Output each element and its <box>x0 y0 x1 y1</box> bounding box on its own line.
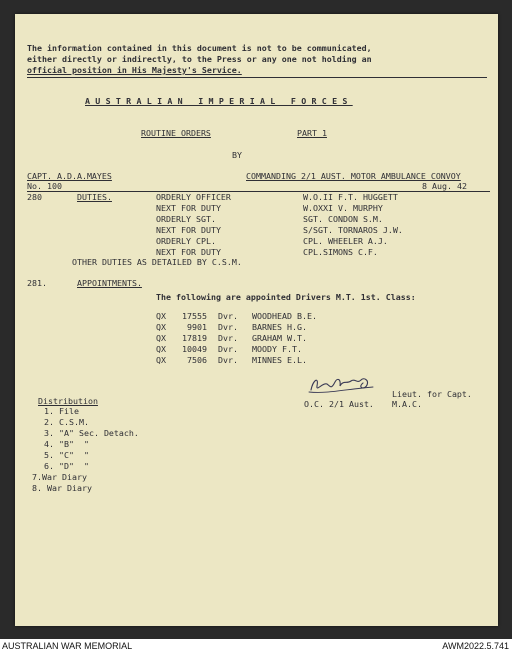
doc-title: AUSTRALIAN IMPERIAL FORCES <box>85 96 353 106</box>
driver-rank: Dvr. <box>218 344 238 354</box>
notice-line-1: The information contained in this document is not to be communicated, <box>27 43 372 53</box>
distribution-item: 7.War Diary <box>32 472 87 482</box>
distribution-item: 3. "A" Sec. Detach. <box>44 428 139 438</box>
order-number: No. 100 <box>27 181 62 191</box>
driver-name: MINNES E.L. <box>252 355 307 365</box>
duty-role: NEXT FOR DUTY <box>156 225 221 235</box>
distribution-item: 8. War Diary <box>32 483 92 493</box>
appointments-intro: The following are appointed Drivers M.T. 1st. Class: <box>156 292 416 302</box>
driver-prefix: QX <box>156 344 166 354</box>
document-page <box>15 14 498 626</box>
driver-name: WOODHEAD B.E. <box>252 311 317 321</box>
notice-line-2: either directly or indirectly, to the Press or any one not holding an <box>27 54 372 64</box>
footer-source: AUSTRALIAN WAR MEMORIAL <box>2 641 133 651</box>
footer-accession: AWM2022.5.741 <box>442 641 509 651</box>
driver-rank: Dvr. <box>218 311 238 321</box>
duties-label: DUTIES. <box>77 192 112 202</box>
driver-prefix: QX <box>156 311 166 321</box>
handwritten-signature <box>307 372 377 396</box>
by-label: BY <box>232 150 242 160</box>
driver-number: 17555 <box>182 311 207 321</box>
driver-prefix: QX <box>156 322 166 332</box>
duty-name: CPL. WHEELER A.J. <box>303 236 388 246</box>
driver-number: 17819 <box>182 333 207 343</box>
duty-name: CPL.SIMONS C.F. <box>303 247 378 257</box>
duty-role: ORDERLY CPL. <box>156 236 216 246</box>
duty-role: ORDERLY OFFICER <box>156 192 231 202</box>
driver-rank: Dvr. <box>218 355 238 365</box>
driver-rank: Dvr. <box>218 333 238 343</box>
driver-name: MOODY F.T. <box>252 344 302 354</box>
duty-name: W.O.II F.T. HUGGETT <box>303 192 398 202</box>
other-duties-line: OTHER DUTIES AS DETAILED BY C.S.M. <box>72 257 242 267</box>
driver-number: 10049 <box>182 344 207 354</box>
duty-name: S/SGT. TORNAROS J.W. <box>303 225 403 235</box>
duties-number: 280 <box>27 192 42 202</box>
driver-prefix: QX <box>156 355 166 365</box>
distribution-item: 4. "B" " <box>44 439 89 449</box>
archive-footer <box>0 639 512 653</box>
driver-name: GRAHAM W.T. <box>252 333 307 343</box>
signature-unit-abbrev: M.A.C. <box>392 399 422 409</box>
appointments-label: APPOINTMENTS. <box>77 278 142 288</box>
distribution-item: 1. File <box>44 406 79 416</box>
duty-name: SGT. CONDON S.M. <box>303 214 383 224</box>
notice-rule <box>27 77 487 78</box>
part-label: PART 1 <box>297 128 327 138</box>
routine-orders-label: ROUTINE ORDERS <box>141 128 211 138</box>
duty-role: ORDERLY SGT. <box>156 214 216 224</box>
distribution-item: 5. "C" " <box>44 450 89 460</box>
command-line: COMMANDING 2/1 AUST. MOTOR AMBULANCE CONVOY <box>246 171 461 181</box>
duty-role: NEXT FOR DUTY <box>156 247 221 257</box>
appointments-number: 281. <box>27 278 47 288</box>
driver-number: 9901 <box>187 322 207 332</box>
officer-name: CAPT. A.D.A.MAYES <box>27 171 112 181</box>
distribution-item: 6. "D" " <box>44 461 89 471</box>
duty-name: W.OXXI V. MURPHY <box>303 203 383 213</box>
signature-unit: O.C. 2/1 Aust. <box>304 399 374 409</box>
driver-rank: Dvr. <box>218 322 238 332</box>
driver-prefix: QX <box>156 333 166 343</box>
duty-role: NEXT FOR DUTY <box>156 203 221 213</box>
distribution-item: 2. C.S.M. <box>44 417 89 427</box>
signature-title: Lieut. for Capt. <box>392 389 472 399</box>
order-date: 8 Aug. 42 <box>422 181 467 191</box>
driver-name: BARNES H.G. <box>252 322 307 332</box>
driver-number: 7506 <box>187 355 207 365</box>
distribution-title: Distribution <box>38 396 98 406</box>
notice-line-3: official position in His Majesty's Service. <box>27 65 242 75</box>
